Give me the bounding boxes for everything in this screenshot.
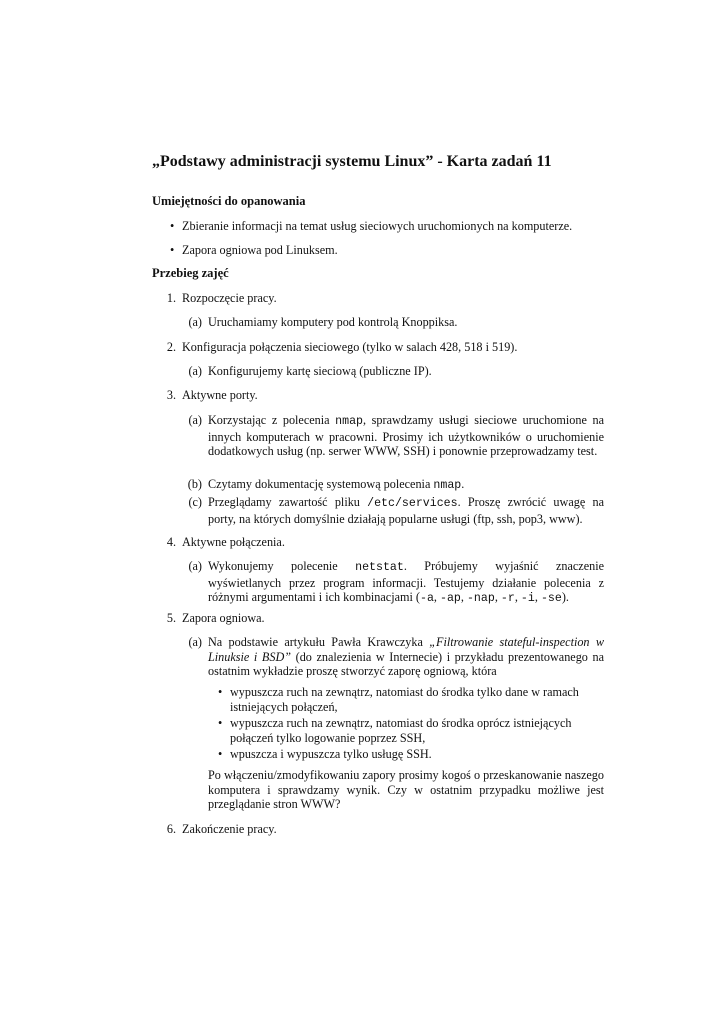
item-label: Zakończenie pracy. (182, 822, 277, 836)
sub-label: (a) (188, 413, 202, 427)
sub-text: Czytamy dokumentację systemową polecenia nmap. (208, 477, 465, 492)
item-number: 2. (166, 340, 176, 354)
sub-text: Korzystając z polecenia nmap, sprawdzamy usługi sieciowe uruchomione na innych komputerach w pracowni. Prosimy ich użytkowników o uruchomienie dodatkowych usług (np. serwer WWW, SSH) i ponownie przeprowadzamy test. (208, 413, 604, 459)
item-number: 3. (166, 388, 176, 402)
item-number: 6. (166, 822, 176, 836)
item-label: Aktywne porty. (182, 388, 258, 402)
sub-label: (c) (188, 495, 202, 509)
sub-text: Przeglądamy zawartość pliku /etc/services. Proszę zwrócić uwagę na porty, na których domyślnie działają popularne usługi (ftp, ssh, pop3, www). (208, 495, 604, 526)
bullet-icon: • (170, 243, 175, 257)
firewall-rule: wypuszcza ruch na zewnątrz, natomiast do środka oprócz istniejących połączeń tylko logowanie poprzez SSH, (230, 716, 572, 745)
item-number: 4. (166, 535, 176, 549)
skill-item: Zbieranie informacji na temat usług sieciowych uruchomionych na komputerze. (182, 219, 573, 233)
item-number: 5. (166, 611, 176, 625)
sub-label: (b) (187, 477, 202, 491)
sub-text: Konfigurujemy kartę sieciową (publiczne IP). (208, 364, 432, 378)
item-label: Zapora ogniowa. (182, 611, 265, 625)
bullet-icon: • (218, 747, 223, 761)
bullet-icon: • (218, 685, 223, 699)
sub-label: (a) (188, 635, 202, 649)
skill-item: Zapora ogniowa pod Linuksem. (182, 243, 338, 257)
item-label: Rozpoczęcie pracy. (182, 291, 277, 305)
item-label: Aktywne połączenia. (182, 535, 285, 549)
sub-text: Na podstawie artykułu Pawła Krawczyka „Filtrowanie stateful-inspection w Linuksie i BSD” (do znalezienia w Internecie) i przykładu prezentowanego na ostatnim wykładzie proszę stworzyć zaporę ogniową, która (208, 635, 605, 679)
sub-text: Wykonujemy polecenie netstat. Próbujemy wyjaśnić znaczenie wyświetlanych przez program informacji. Testujemy działanie polecenia z różnymi argumentami i ich kombinacjami (-a, -ap, -nap, -r, -i, -se). (208, 559, 604, 606)
item-number: 1. (166, 291, 176, 305)
sub-label: (a) (188, 315, 202, 329)
document-title: „Podstawy administracji systemu Linux” - Karta zadań 11 (152, 153, 552, 170)
item-label: Konfiguracja połączenia sieciowego (tylko w salach 428, 518 i 519). (182, 340, 518, 354)
bullet-icon: • (170, 219, 175, 233)
firewall-rule: wypuszcza ruch na zewnątrz, natomiast do środka tylko dane w ramach istniejących połączeń, (230, 685, 579, 714)
firewall-rule: wpuszcza i wypuszcza tylko usługę SSH. (230, 747, 432, 761)
sub-text: Uruchamiamy komputery pod kontrolą Knoppiksa. (208, 315, 458, 329)
sub-label: (a) (188, 364, 202, 378)
course-heading: Przebieg zajęć (152, 266, 229, 280)
sub-text-after: Po włączeniu/zmodyfikowaniu zapory prosimy kogoś o przeskanowanie naszego komputera i sprawdzamy wynik. Czy w ostatnim przypadku możliwe jest przeglądanie stron WWW? (208, 768, 604, 812)
skills-heading: Umiejętności do opanowania (152, 194, 306, 208)
sub-label: (a) (188, 559, 202, 573)
bullet-icon: • (218, 716, 223, 730)
